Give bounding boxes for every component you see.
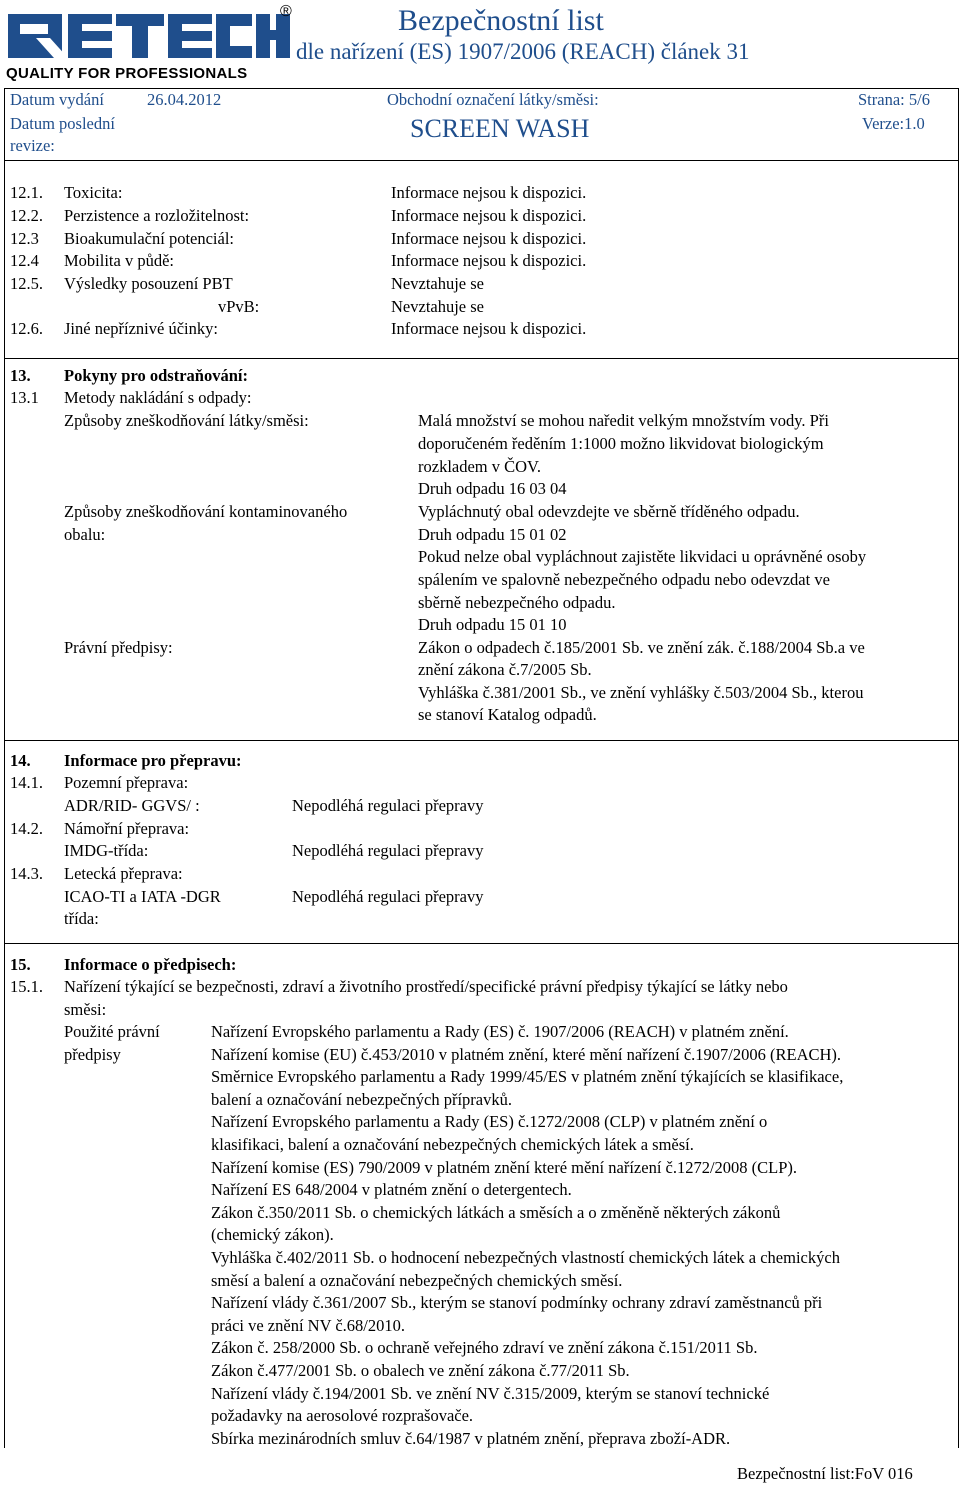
s12-num-1: 12.2.: [10, 206, 43, 225]
s12-label-5: vPvB:: [218, 297, 260, 316]
s12-value-1: Informace nejsou k dispozici.: [391, 206, 587, 225]
page-number: Strana: 5/6: [858, 90, 930, 109]
revision-label-2: revize:: [10, 136, 55, 155]
s14-item-sub2-2: třída:: [64, 909, 99, 928]
s12-num-2: 12.3: [10, 229, 39, 248]
regulation-line: Nařízení vlády č.361/2007 Sb., kterým se stanoví podmínky ochrany zdraví zaměstnanců při: [211, 1293, 823, 1313]
s13-packaging-line-3: spálením ve spalovně nebezpečného odpadu nebo odevzdat ve: [418, 570, 830, 589]
s12-label-2: Bioakumulační potenciál:: [64, 229, 234, 248]
footer-text: Bezpečnostní list:FoV 016: [737, 1464, 913, 1483]
s14-item-label-1: Námořní přeprava:: [64, 819, 190, 838]
regulation-line: Vyhláška č.402/2011 Sb. o hodnocení nebezpečných vlastností chemických látek a chemických: [211, 1248, 840, 1267]
revision-label: Datum poslední: [10, 114, 115, 133]
s12-num-6: 12.6.: [10, 319, 43, 338]
s13-substance-line-1: doporučeném ředěním 1:1000 možno likvidovat biologickým: [418, 434, 824, 453]
s14-item-num-2: 14.3.: [10, 864, 43, 883]
s12-num-4: 12.5.: [10, 274, 43, 293]
s13-num: 13.: [10, 366, 31, 385]
s12-num-3: 12.4: [10, 251, 39, 270]
s13-title: Pokyny pro odstraňování:: [64, 366, 248, 385]
s14-item-sub-0: ADR/RID- GGVS/ :: [64, 796, 200, 815]
issue-date-label: Datum vydání: [10, 90, 104, 109]
regulation-line: Sbírka mezinárodních smluv č.64/1987 v platném znění, přeprava zboží-ADR.: [211, 1428, 731, 1448]
regulation-line: směsí a balení a označování nebezpečných chemických směsí.: [211, 1270, 623, 1290]
s12-label-0: Toxicita:: [64, 183, 123, 202]
s15-sub-title: Nařízení týkající se bezpečnosti, zdraví a životního prostředí/specifické právní předpisy týkající se látky nebo: [64, 977, 788, 996]
regulation-line: požadavky na aerosolové rozprašovače.: [211, 1406, 474, 1426]
regulation-line: Nařízení komise (ES) 790/2009 v platném znění které mění nařízení č.1272/2008 (CLP).: [211, 1157, 798, 1177]
s15-sub-num: 15.1.: [10, 977, 43, 996]
s12-value-5: Nevztahuje se: [391, 297, 484, 316]
regulation-line: Zákon č. 258/2000 Sb. o ochraně veřejného zdraví ve znění zákona č.151/2011 Sb.: [211, 1338, 758, 1358]
s14-item-sub-1: IMDG-třída:: [64, 841, 149, 860]
s13-substance-line-3: Druh odpadu 16 03 04: [418, 479, 567, 498]
s12-value-2: Informace nejsou k dispozici.: [391, 229, 587, 248]
regulation-line: klasifikaci, balení a označování nebezpečných chemických látek a směsí.: [211, 1135, 694, 1154]
s13-packaging-label: Způsoby zneškodňování kontaminovaného: [64, 502, 348, 521]
s14-item-label-2: Letecká přeprava:: [64, 864, 183, 883]
version-label: Verze:1.0: [862, 114, 925, 133]
s12-num-0: 12.1.: [10, 183, 43, 202]
s15-num: 15.: [10, 955, 31, 974]
regulation-line: Nařízení komise (EU) č.453/2010 v platném znění, které mění nařízení č.1907/2006 (REACH).: [211, 1044, 842, 1064]
s12-value-0: Informace nejsou k dispozici.: [391, 183, 587, 202]
s13-packaging-line-4: sběrně nebezpečného odpadu.: [418, 593, 616, 612]
s13-legal-line-0: Zákon o odpadech č.185/2001 Sb. ve znění zák. č.188/2004 Sb.a ve: [418, 638, 865, 657]
s13-packaging-line-1: Druh odpadu 15 01 02: [418, 525, 567, 544]
s14-item-num-0: 14.1.: [10, 773, 43, 792]
s12-label-4: Výsledky posouzení PBT: [64, 274, 233, 293]
s12-value-4: Nevztahuje se: [391, 274, 484, 293]
logo-tagline: QUALITY FOR PROFESSIONALS: [6, 65, 248, 82]
s15-label: Použité právní: [64, 1022, 160, 1041]
s13-sub-num: 13.1: [10, 388, 39, 407]
s13-substance-line-0: Malá množství se mohou naředit velkým množstvím vody. Při: [418, 411, 829, 430]
regulation-line: Nařízení Evropského parlamentu a Rady (ES) č.1272/2008 (CLP) v platném znění o: [211, 1112, 768, 1132]
s14-item-value-0: Nepodléhá regulaci přepravy: [292, 796, 484, 815]
regulation-line: Nařízení Evropského parlamentu a Rady (ES) č. 1907/2006 (REACH) v platném znění.: [211, 1022, 789, 1041]
s12-value-6: Informace nejsou k dispozici.: [391, 319, 587, 338]
s14-item-value-2: Nepodléhá regulaci přepravy: [292, 887, 484, 906]
s13-packaging-label-2: obalu:: [64, 525, 106, 544]
regulation-line: (chemický zákon).: [211, 1225, 334, 1245]
regulation-line: Směrnice Evropského parlamentu a Rady 1999/45/ES v platném znění týkajících se klasifikace,: [211, 1067, 844, 1087]
s15-sub-title-2: směsi:: [64, 1000, 107, 1019]
regulation-line: balení a označování nebezpečných přípravků.: [211, 1089, 512, 1109]
regulation-line: Nařízení ES 648/2004 v platném znění o detergentech.: [211, 1180, 572, 1200]
s13-substance-line-2: rozkladem v ČOV.: [418, 457, 541, 476]
s13-packaging-line-2: Pokud nelze obal vypláchnout zajistěte likvidaci u oprávněné osoby: [418, 547, 867, 566]
regulation-line: Nařízení vlády č.194/2001 Sb. ve znění NV č.315/2009, kterým se stanoví technické: [211, 1383, 770, 1403]
s12-label-3: Mobilita v půdě:: [64, 251, 174, 270]
s14-item-sub-2: ICAO-TI a IATA -DGR: [64, 887, 221, 906]
s13-packaging-line-5: Druh odpadu 15 01 10: [418, 615, 567, 634]
s14-item-num-1: 14.2.: [10, 819, 43, 838]
issue-date: 26.04.2012: [147, 90, 222, 109]
s14-item-value-1: Nepodléhá regulaci přepravy: [292, 841, 484, 860]
s12-value-3: Informace nejsou k dispozici.: [391, 251, 587, 270]
s13-sub-title: Metody nakládání s odpady:: [64, 388, 252, 407]
s14-item-label-0: Pozemní přeprava:: [64, 773, 189, 792]
s13-legal-line-2: Vyhláška č.381/2001 Sb., ve znění vyhlášky č.503/2004 Sb., kterou: [418, 683, 864, 702]
s15-label-2: předpisy: [64, 1045, 121, 1064]
doc-subtitle: dle nařízení (ES) 1907/2006 (REACH) článek 31: [296, 39, 750, 64]
s13-legal-line-1: znění zákona č.7/2005 Sb.: [418, 660, 592, 679]
s14-title: Informace pro přepravu:: [64, 751, 242, 770]
s12-label-6: Jiné nepříznivé účinky:: [64, 319, 218, 338]
s13-packaging-line-0: Vypláchnutý obal odevzdejte ve sběrně tříděného odpadu.: [418, 502, 800, 521]
s12-label-1: Perzistence a rozložitelnost:: [64, 206, 250, 225]
s13-legal-label: Právní předpisy:: [64, 638, 173, 657]
s13-substance-label: Způsoby zneškodňování látky/směsi:: [64, 411, 309, 430]
regulation-line: Zákon č.350/2011 Sb. o chemických látkách a směsích a o změněně některých zákonů: [211, 1202, 781, 1222]
doc-title: Bezpečnostní list: [398, 4, 604, 37]
s15-title: Informace o předpisech:: [64, 955, 237, 974]
s13-legal-line-3: se stanoví Katalog odpadů.: [418, 705, 597, 724]
trade-name-label: Obchodní označení látky/směsi:: [387, 90, 599, 109]
regulation-line: práci ve znění NV č.68/2010.: [211, 1315, 405, 1335]
registered-mark: ®: [280, 3, 292, 20]
regulation-line: Zákon č.477/2001 Sb. o obalech ve znění zákona č.77/2011 Sb.: [211, 1361, 630, 1380]
s14-num: 14.: [10, 751, 31, 770]
product-name: SCREEN WASH: [410, 114, 590, 143]
